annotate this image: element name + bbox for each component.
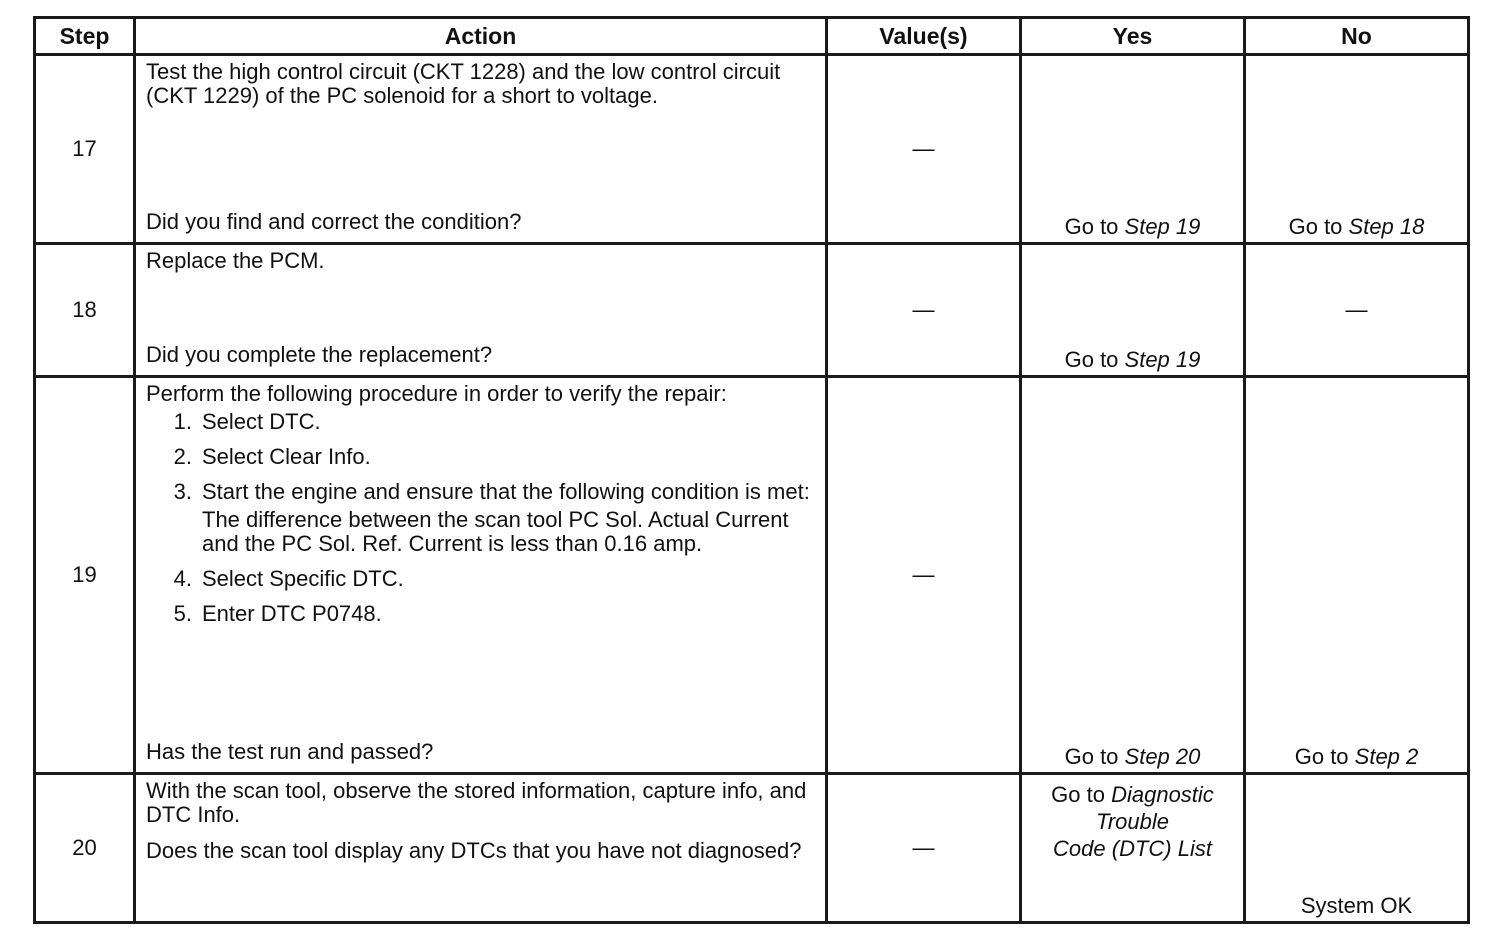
goto-prefix: Go to [1294, 744, 1355, 769]
question-text: Did you complete the replacement? [146, 342, 493, 367]
action-text: Test the high control circuit (CKT 1228) and the low control circuit (CKT 1229) of the PC solenoid for a short to voltage. [146, 59, 781, 108]
procedure-step [146, 567, 815, 591]
goto-prefix: Go to [1288, 214, 1349, 239]
procedure-text: Select DTC. [202, 409, 321, 434]
table-row [35, 377, 1469, 774]
value-dash: — [912, 562, 935, 587]
yes-cell [1021, 244, 1245, 377]
question-text: Does the scan tool display any DTCs that you have not diagnosed? [146, 838, 802, 863]
goto-target-line3: Code (DTC) List [1053, 836, 1212, 861]
goto-target: Step 18 [1348, 214, 1425, 239]
table-row [35, 774, 1469, 923]
question-text: Has the test run and passed? [146, 739, 434, 764]
procedure-list [146, 410, 815, 626]
header-step: Step [35, 18, 135, 55]
value-cell [827, 244, 1021, 377]
step-number: 18 [35, 244, 135, 377]
goto-target: Step 20 [1124, 744, 1201, 769]
no-cell [1245, 774, 1469, 923]
header-row [35, 18, 1469, 55]
goto-target-line1: Diagnostic [1111, 782, 1214, 807]
procedure-step [146, 480, 815, 556]
value-cell [827, 774, 1021, 923]
procedure-step [146, 410, 815, 434]
question-text: Did you find and correct the condition? [146, 209, 522, 234]
procedure-number: 2. [173, 444, 192, 469]
header-values: Value(s) [827, 18, 1021, 55]
action-cell [135, 55, 827, 244]
procedure-number: 3. [173, 479, 192, 504]
no-dash: — [1345, 297, 1368, 322]
procedure-number: 4. [173, 566, 192, 591]
value-dash: — [912, 297, 935, 322]
no-goto[interactable] [1246, 214, 1467, 242]
goto-target: Step 2 [1354, 744, 1419, 769]
goto-prefix: Go to [1051, 782, 1112, 807]
procedure-number: 1. [173, 409, 192, 434]
table-row [35, 244, 1469, 377]
action-text: With the scan tool, observe the stored information, capture info, and DTC Info. [146, 778, 807, 827]
procedure-text: Start the engine and ensure that the following condition is met: [202, 479, 810, 504]
action-cell [135, 244, 827, 377]
action-text: Replace the PCM. [146, 248, 325, 273]
no-cell [1245, 55, 1469, 244]
goto-prefix: Go to [1064, 214, 1125, 239]
no-cell [1245, 244, 1469, 377]
procedure-text: Select Clear Info. [202, 444, 371, 469]
yes-goto[interactable] [1022, 347, 1243, 375]
procedure-text: Select Specific DTC. [202, 566, 404, 591]
procedure-number: 5. [173, 601, 192, 626]
value-dash: — [912, 835, 935, 860]
goto-target: Step 19 [1124, 347, 1201, 372]
header-no: No [1245, 18, 1469, 55]
value-cell [827, 377, 1021, 774]
value-dash: — [912, 136, 935, 161]
goto-target: Step 19 [1124, 214, 1201, 239]
step-number: 17 [35, 55, 135, 244]
header-action: Action [135, 18, 827, 55]
action-cell [135, 377, 827, 774]
step-number: 20 [35, 774, 135, 923]
yes-cell [1021, 55, 1245, 244]
yes-goto[interactable] [1022, 214, 1243, 242]
yes-cell [1021, 377, 1245, 774]
yes-goto[interactable] [1022, 744, 1243, 772]
goto-prefix: Go to [1064, 744, 1125, 769]
header-yes: Yes [1021, 18, 1245, 55]
goto-target-line2: Trouble [1096, 809, 1169, 834]
value-cell [827, 55, 1021, 244]
no-cell [1245, 377, 1469, 774]
action-text: Perform the following procedure in order to verify the repair: [146, 381, 727, 406]
table-row [35, 55, 1469, 244]
procedure-note: The difference between the scan tool PC Sol. Actual Current and the PC Sol. Ref. Current is less than 0.16 amp. [202, 507, 789, 556]
system-ok-text: System OK [1300, 893, 1413, 918]
diagnostic-table [33, 16, 1470, 924]
no-goto[interactable] [1246, 744, 1467, 772]
procedure-step [146, 602, 815, 626]
yes-goto[interactable] [1022, 781, 1243, 862]
procedure-text: Enter DTC P0748. [202, 601, 382, 626]
yes-cell [1021, 774, 1245, 923]
action-cell [135, 774, 827, 923]
procedure-step [146, 445, 815, 469]
step-number: 19 [35, 377, 135, 774]
goto-prefix: Go to [1064, 347, 1125, 372]
